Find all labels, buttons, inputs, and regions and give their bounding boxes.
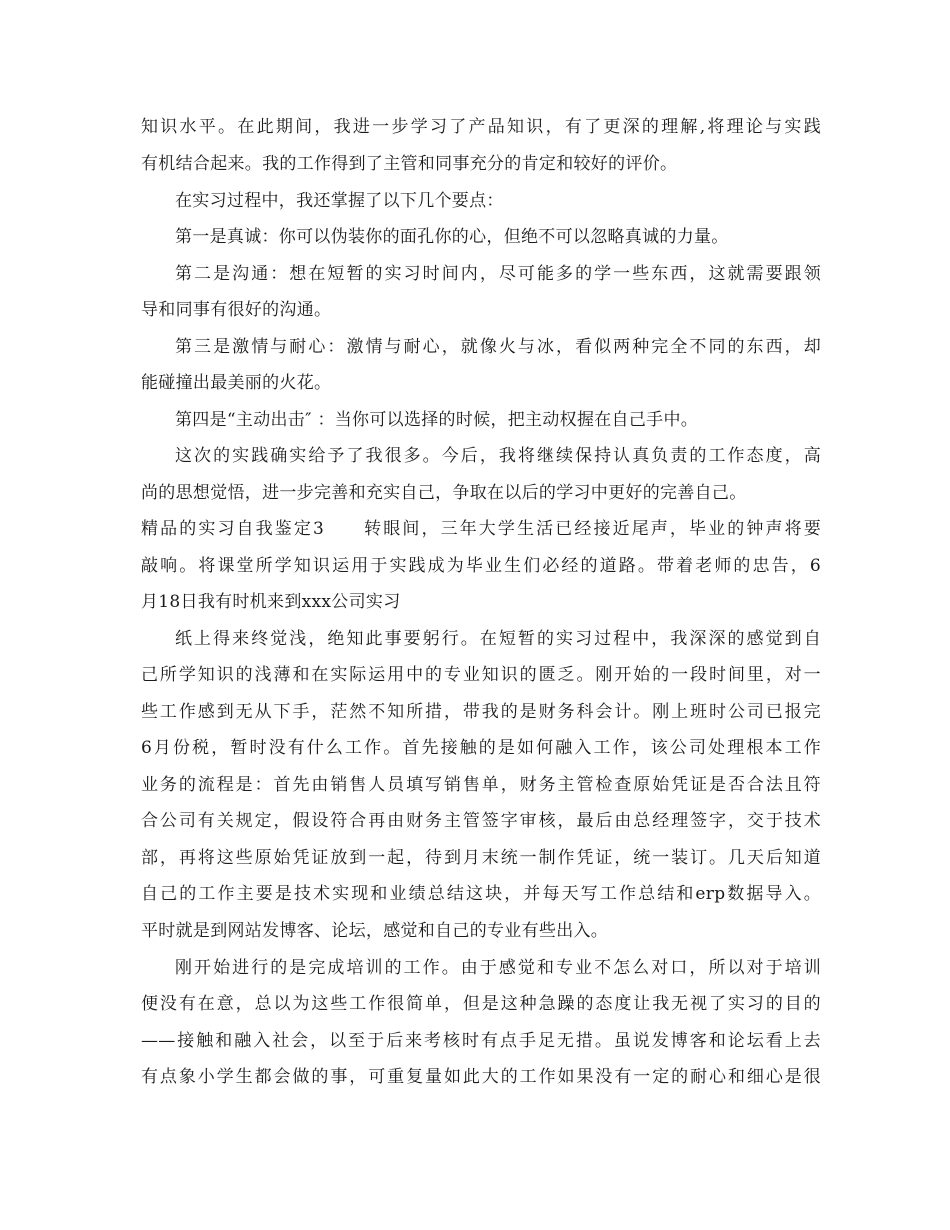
text-line: 这次的实践确实给予了我很多。今后，我将继续保持认真负责的工作态度，高 [175, 446, 821, 466]
text-line: 自己的工作主要是技术实现和业绩总结这块，并每天写工作总结和erp数据导入。 [141, 884, 821, 904]
text-line: 合公司有关规定，假设符合再由财务主管签字审核，最后由总经理签字，交于技术 [141, 811, 821, 831]
text-line: 敲响。将课堂所学知识运用于实践成为毕业生们必经的道路。带着老师的忠告，6 [141, 556, 821, 576]
text-line: 有机结合起来。我的工作得到了主管和同事充分的肯定和较好的评价。 [141, 154, 678, 174]
text-line: 第四是“主动出击″ ：当你可以选择的时候，把主动权握在自己手中。 [175, 410, 699, 430]
document-page [141, 0, 821, 1230]
text-line: ——接触和融入社会，以至于后来考核时有点手足无措。虽说发博客和论坛看上去 [141, 1031, 821, 1051]
text-line: 月18日我有时机来到xxx公司实习 [141, 592, 401, 612]
text-line: 便没有在意，总以为这些工作很简单，但是这种急躁的态度让我无视了实习的目的 [141, 994, 821, 1014]
text-line: 精品的实习自我鉴定3 转眼间，三年大学生活已经接近尾声，毕业的钟声将要 [141, 519, 821, 539]
text-line: 第二是沟通：想在短暂的实习时间内，尽可能多的学一些东西，这就需要跟领 [175, 264, 821, 284]
text-line: 平时就是到网站发博客、论坛，感觉和自己的专业有些出入。 [141, 921, 609, 941]
text-line: 在实习过程中，我还掌握了以下几个要点： [175, 191, 504, 211]
text-line: 刚开始进行的是完成培训的工作。由于感觉和专业不怎么对口，所以对于培训 [175, 958, 821, 978]
text-line: 知识水平。在此期间，我进一步学习了产品知识，有了更深的理解,将理论与实践 [141, 117, 821, 137]
text-line: 纸上得来终觉浅，绝知此事要躬行。在短暂的实习过程中，我深深的感觉到自 [175, 629, 821, 649]
text-line: 第一是真诚：你可以伪装你的面孔你的心，但绝不可以忽略真诚的力量。 [175, 227, 729, 247]
text-line: 些工作感到无从下手，茫然不知所措，带我的是财务科会计。刚上班时公司已报完 [141, 702, 821, 722]
text-line: 能碰撞出最美丽的火花。 [141, 373, 332, 393]
text-line: 己所学知识的浅薄和在实际运用中的专业知识的匮乏。刚开始的一段时间里，对一 [141, 665, 821, 685]
text-line: 6月份税，暂时没有什么工作。首先接触的是如何融入工作，该公司处理根本工作 [141, 738, 821, 758]
text-line: 导和同事有很好的沟通。 [141, 300, 332, 320]
text-line: 第三是激情与耐心：激情与耐心，就像火与冰，看似两种完全不同的东西，却 [175, 337, 821, 357]
text-line: 部，再将这些原始凭证放到一起，待到月末统一制作凭证，统一装订。几天后知道 [141, 848, 821, 868]
text-line: 有点象小学生都会做的事，可重复量如此大的工作如果没有一定的耐心和细心是很 [141, 1067, 821, 1087]
text-line: 业务的流程是：首先由销售人员填写销售单，财务主管检查原始凭证是否合法且符 [141, 775, 821, 795]
text-line: 尚的思想觉悟，进一步完善和充实自己，争取在以后的学习中更好的完善自己。 [141, 483, 747, 503]
